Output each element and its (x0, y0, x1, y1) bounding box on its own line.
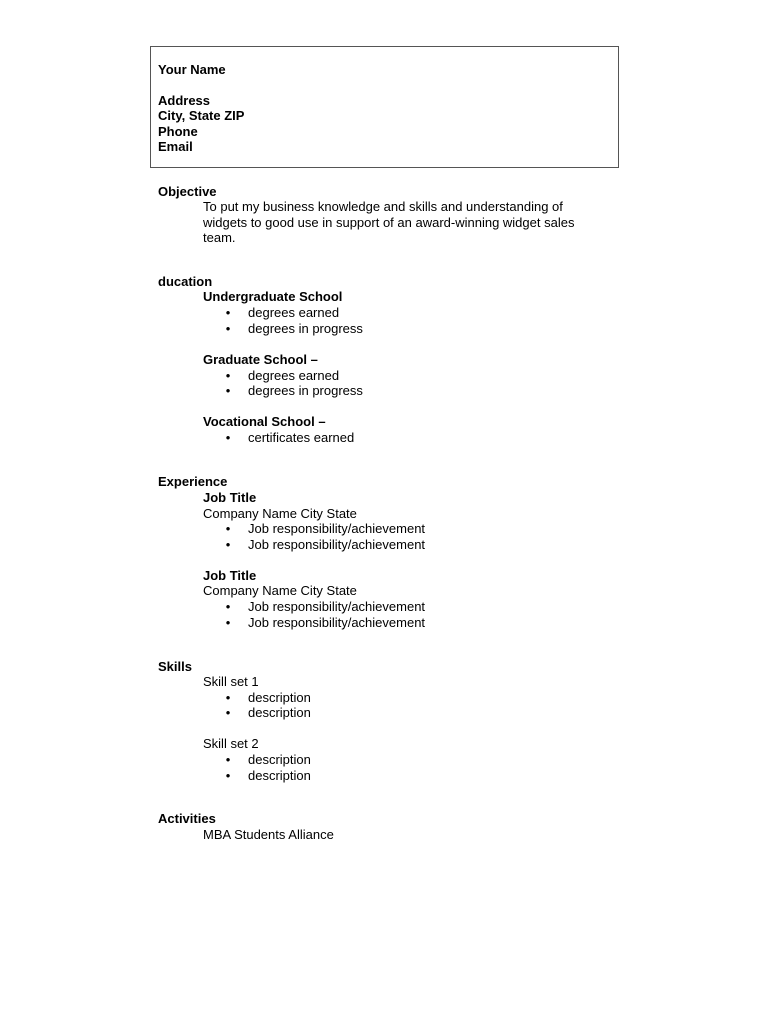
job-title: Job Title (203, 568, 257, 583)
school-name: Undergraduate School (203, 289, 343, 304)
education-item: degrees earned (248, 368, 340, 383)
objective-line-3: team. (203, 230, 236, 245)
education-item: degrees in progress (248, 383, 363, 398)
education-item: degrees earned (248, 305, 340, 320)
education-heading: ducation (158, 274, 213, 289)
resume-name: Your Name (158, 62, 226, 77)
bullet-icon: • (225, 383, 231, 398)
bullet-icon: • (225, 321, 231, 336)
company-line: Company Name City State (203, 583, 357, 598)
bullet-icon: • (225, 430, 231, 445)
bullet-icon: • (225, 521, 231, 536)
experience-heading: Experience (158, 474, 228, 489)
objective-line-2: widgets to good use in support of an award-winning widget sales (203, 215, 575, 230)
job-item: Job responsibility/achievement (248, 599, 426, 614)
objective-line-1: To put my business knowledge and skills and understanding of (203, 199, 563, 214)
city-state-zip-line: City, State ZIP (158, 108, 245, 123)
company-line: Company Name City State (203, 506, 357, 521)
address-line: Address (158, 93, 211, 108)
bullet-icon: • (225, 537, 231, 552)
bullet-icon: • (225, 305, 231, 320)
job-item: Job responsibility/achievement (248, 537, 426, 552)
job-item: Job responsibility/achievement (248, 615, 426, 630)
email-line: Email (158, 139, 193, 154)
bullet-icon: • (225, 752, 231, 767)
job-item: Job responsibility/achievement (248, 521, 426, 536)
school-name: Vocational School – (203, 414, 326, 429)
bullet-icon: • (225, 368, 231, 383)
skills-heading: Skills (158, 659, 192, 674)
skill-item: description (248, 705, 311, 720)
skill-item: description (248, 752, 311, 767)
education-item: certificates earned (248, 430, 355, 445)
activities-heading: Activities (158, 811, 216, 826)
bullet-icon: • (225, 768, 231, 783)
skill-item: description (248, 690, 311, 705)
bullet-icon: • (225, 599, 231, 614)
bullet-icon: • (225, 690, 231, 705)
bullet-icon: • (225, 705, 231, 720)
phone-line: Phone (158, 124, 198, 139)
skill-set-name: Skill set 2 (203, 736, 259, 751)
school-name: Graduate School – (203, 352, 318, 367)
bullet-icon: • (225, 615, 231, 630)
skill-set-name: Skill set 1 (203, 674, 259, 689)
skill-item: description (248, 768, 311, 783)
education-item: degrees in progress (248, 321, 363, 336)
activity-item: MBA Students Alliance (203, 827, 334, 842)
job-title: Job Title (203, 490, 257, 505)
objective-heading: Objective (158, 184, 217, 199)
